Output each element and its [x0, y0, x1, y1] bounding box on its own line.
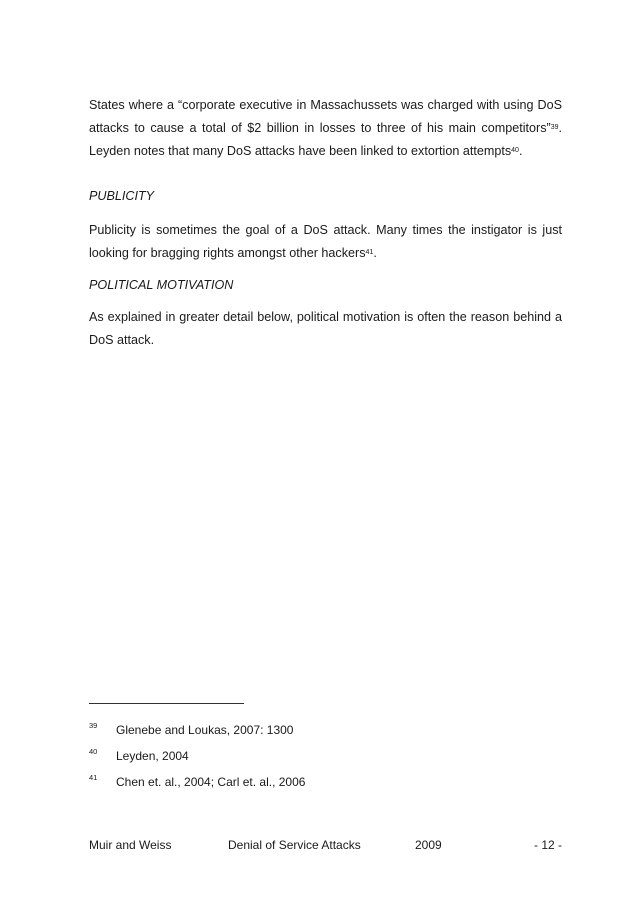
footnote-39: [89, 721, 562, 739]
paragraph-publicity: [89, 219, 562, 265]
section-heading-political-motivation: POLITICAL MOTIVATION: [89, 278, 234, 292]
paragraph-extortion: [89, 94, 562, 163]
paragraph-political: As explained in greater detail below, political motivation is often the reason behind a DoS attack.: [89, 310, 562, 347]
footer-title: Denial of Service Attacks: [228, 838, 361, 852]
paragraph-text: .: [373, 246, 377, 260]
footnote-number: 41: [89, 773, 98, 782]
footnote-ref-41[interactable]: 41: [365, 249, 374, 256]
footnote-separator: [89, 703, 244, 704]
footnote-text: Leyden, 2004: [116, 749, 189, 763]
section-heading-publicity: PUBLICITY: [89, 189, 155, 203]
footer-year: 2009: [415, 838, 442, 852]
paragraph-text: . Leyden notes that many DoS attacks have been linked to extortion attempts: [89, 121, 562, 158]
footnote-ref-39[interactable]: 39: [550, 124, 559, 131]
paragraph-text: .: [518, 144, 523, 158]
page-footer: [89, 836, 562, 854]
footnote-text: Glenebe and Loukas, 2007: 1300: [116, 723, 294, 737]
footnote-ref-40[interactable]: 40: [511, 147, 519, 154]
footer-authors: Muir and Weiss: [89, 838, 172, 852]
paragraph-text: States where a “corporate executive in Massachussets was charged with using DoS attacks to cause a total of $2 billion in losses to three of his main competitors”: [89, 98, 562, 135]
page-number: - 12 -: [533, 838, 562, 852]
footnote-41: [89, 773, 562, 791]
footnote-number: 39: [89, 721, 98, 730]
paragraph-text: Publicity is sometimes the goal of a DoS attack. Many times the instigator is just looking for bragging rights amongst other hackers: [89, 223, 562, 260]
footnote-40: [89, 747, 562, 765]
footnote-number: 40: [89, 747, 98, 756]
footnote-text: Chen et. al., 2004; Carl et. al., 2006: [116, 775, 306, 789]
